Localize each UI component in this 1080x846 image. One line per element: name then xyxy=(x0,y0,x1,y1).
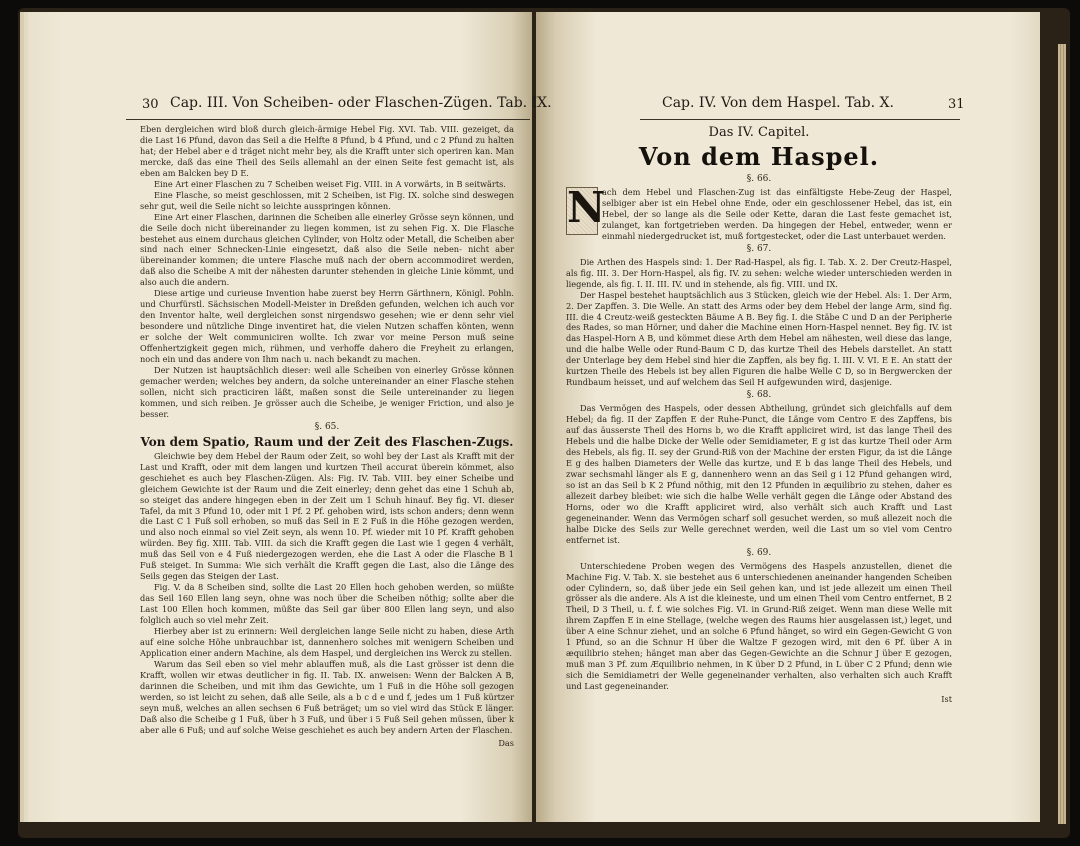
paragraph: Der Haspel bestehet hauptsächlich aus 3 Stücken, gleich wie der Hebel. Als: 1. Der Arm, 2. Der Zapffen. 3. Die Welle. An statt des Arms oder bey dem Hebel der lange Arm, sind fig. III. die 4 Creutz-weiß gesteckten Bäume A B. Bey fig. I. die Stäbe C und D an der Peripherie des Rades, so man Hörner, und daher die Machine einen Horn-Haspel nennet. Bey fig. IV. ist das Haspel-Horn A B, und kömmet diese Arth dem Hebel am nähesten, weil diese das lange, und die halbe Welle oder Rund-Baum C D, das kurtze Theil des Hebels darstellet. An statt der Unterlage bey dem Hebel sind hier die Zapffen, als bey fig. I. III. V. VI. E E. An statt der kurtzen Theile des Hebels ist bey allen Figuren die halbe Welle C D, so in Bergwercken der Rundbaum heisset, und auf welchem das Seil H aufgewunden wird, dasjenige. xyxy=(566,289,952,388)
section-66-block xyxy=(566,183,952,242)
section-number: §. 69. xyxy=(746,547,772,558)
left-page-number: 30 xyxy=(142,97,159,112)
section-number: §. 66. xyxy=(746,174,772,184)
paragraph: Gleichwie bey dem Hebel der Raum oder Zeit, so wohl bey der Last als Krafft mit der Last und Krafft, oder mit dem langen und kurtzen Theil accurat überein kömmet, also geschiehet es auch bey Flaschen-Zügen. Als: Fig. IV. Tab. VIII. bey einer Scheibe und gleichem Gewichte ist der Raum und die Zeit einerley; denn gehet das eine 1 Schuh ab, so steiget das andere hingegen eben in der Zeit um 1 Schuh hinauf. Bey fig. VI. dieser Tafel, da mit 3 Pfund 10, oder mit 1 Pf. 2 Pf. gehoben wird, ists schon anders; denn wenn die Last C 1 Fuß soll erhoben, so muß das Seil in E 2 Fuß in die Höhe gezogen werden, und also noch einmal so viel Zeit seyn, als wenn 10. Pf. wieder mit 10 Pf. Krafft gehoben würden. Bey fig. XIII. Tab. VIII. da sich die Krafft gegen die Last wie 1 gegen 4 verhält, muß das Seil von e 4 Fuß niedergezogen werden, ehe die Last A oder die Flasche B 1 Fuß steiget. In Summa: Wie sich verhält die Krafft gegen die Last, also die Länge des Seils gegen das Steigen der Last. xyxy=(140,450,514,582)
paragraph: Fig. V. da 8 Scheiben sind, sollte die Last 20 Ellen hoch gehoben werden, so müßte das Seil 160 Ellen lang seyn, ohne was noch über die Scheiben nöthig; sollte aber die Last 100 Ellen hoch kommen, müßte das Seil gar über 800 Ellen lang seyn, und also folglich auch so viel mehr Zeit. xyxy=(140,582,514,626)
paragraph: Eine Art einer Flaschen zu 7 Scheiben weiset Fig. VIII. in A vorwärts, in B seitwärts. xyxy=(154,178,506,189)
chapter-label: Das IV. Capitel. xyxy=(708,125,810,140)
paragraph: Das Vermögen des Haspels, oder dessen Abtheilung, gründet sich gleichfalls auf dem Hebel; da fig. II der Zapffen E der Ruhe-Punct, die Länge vom Centro E des Zapffens, bis auf das äusserste Theil des Horns b, wo die Krafft appliciret wird, ist das lange Theil des Hebels und die halbe Dicke der Welle oder Semidiameter, E g ist das kurtze Theil oder Arm des Hebels, als fig. II. sey der Grund-Riß von der Machine der ersten Figur, da ist die Länge E g des halben Diameters der Welle das kurtze, und E b das lange Theil des Hebels, und zwar sechsmahl länger als E g, dannenhero wenn an das Seil g i 12 Pfund gehangen wird, so ist an das Seil b K 2 Pfund nöthig, mit den 12 Pfunden in æquilibrio zu stehen, daher es allezeit darbey bleibet: wie sich die halbe Welle verhält gegen die Länge oder Abstand des Horns, oder wo die Krafft appliciret wird, also verhält sich auch Krafft und Last gegeneinander. Wenn das Vermögen scharf soll gesuchet werden, so muß allezeit noch die halbe Dicke des Seils zur Welle gerechnet werden, weil die Last um so viel vom Centro entfernet ist. xyxy=(566,403,952,545)
right-running-title: Cap. IV. Von dem Haspel. Tab. X. xyxy=(662,95,894,111)
left-page-header xyxy=(126,93,552,120)
right-page-edges xyxy=(1058,44,1066,824)
catchword: Das xyxy=(498,737,514,748)
paragraph: Diese artige und curieuse Invention habe zuerst bey Herrn Gärthnern, Königl. Pohln. und Churfürstl. Sächsischen Modell-Meister in Dreßden gefunden, welchen ich auch vor den Inventor halte, weil dergleichen sonst nirgendswo gesehen; wie er denn sehr viel besondere und nützliche Dinge inventiret hat, die vielen Nutzen schaffen könten, wenn er solche der Welt communiciren wollte. Ich zwar vor meine Person muß seine Offenhertzigkeit gegen mich, rühmen, und verhoffe dahero die Freyheit zu erlangen, noch ein und das andere von Ihm nach u. nach bekandt zu machen. xyxy=(140,288,514,365)
left-page-body xyxy=(140,124,514,748)
paragraph: Der Nutzen ist hauptsächlich dieser: weil alle Scheiben von einerley Grösse können gemacher werden; welches bey andern, da solche untereinander an einer Flasche stehen sollen, nicht sich practiciren läßt, maßen sonst die Seile untereinander zu liegen kommen, und sich reiben. Je grösser auch die Scheibe, je weniger Friction, und also je besser. xyxy=(140,364,514,419)
paragraph: ach dem Hebel und Flaschen-Zug ist das einfältigste Hebe-Zeug der Haspel, selbiger aber ist ein Hebel ohne Ende, oder ein geschlossener Hebel, das ist, ein Hebel, der so lange als die Seile oder Kette, daran die Last feste gemachet ist, zulanget, kan fortgetrieben werden. Da hingegen der Hebel, entweder, wenn er einmahl niedergedrucket ist, muß fortgestecket, oder die Last unterbauet werden. xyxy=(602,187,952,241)
right-page-number: 31 xyxy=(948,97,965,112)
paragraph: Hierbey aber ist zu erinnern: Weil dergleichen lange Seile nicht zu haben, diese Arth auf eine solche Höhe unbrauchbar ist, dannenhero solches mit wenigern Scheiben und Application einer andern Machine, als dem Haspel, und dergleichen ins Werck zu stellen. xyxy=(140,625,514,658)
section-number: §. 68. xyxy=(746,390,772,401)
right-page-body xyxy=(566,125,952,705)
decorated-initial: N xyxy=(566,187,598,235)
chapter-title: Von dem Haspel. xyxy=(638,142,880,171)
section-number: §. 65. xyxy=(314,421,340,432)
section-heading: Von dem Spatio, Raum und der Zeit des Flaschen-Zugs. xyxy=(140,434,514,449)
paragraph: Warum das Seil eben so viel mehr ablauffen muß, als die Last grösser ist denn die Krafft, wollen wir etwas deutlicher in fig. II. Tab. IX. anweisen: Wenn der Balcken A B, darinnen die Scheiben, und mit ihm das Gewichte, um 1 Fuß in die Höhe soll gezogen werden, so ist leicht zu sehen, daß alle Seile, als a b c d e und f, jedes um 1 Fuß kürtzer seyn muß, welches an allen sechsen 6 Fuß beträget; um so viel wird das Stück E länger. Daß also die Scheibe g 1 Fuß, über h 3 Fuß, und über i 5 Fuß Seil gehen müssen, über k aber alle 6 Fuß; und auf solche Weise geschiehet es auch bey andern Arten der Flaschen. xyxy=(140,658,514,735)
paragraph: Eine Art einer Flaschen, darinnen die Scheiben alle einerley Grösse seyn können, und die Seile doch nicht übereinander zu liegen kommen, ist zu sehen Fig. X. Die Flasche bestehet aus einem durchaus gleichen Cylinder, von Holtz oder Metall, die Scheiben aber sind nach einer Schnecken-Linie eingesetzt, daß also die Seile neben- nicht aber übereinander kommen; die untere Flasche muß nach der obern accommodiret werden, daß also die Scheibe A mit der nähesten darunter stehenden in gleiche Linie kömmt, und also auch die andern. xyxy=(140,211,514,288)
catchword: Ist xyxy=(941,694,952,705)
left-running-title: Cap. III. Von Scheiben- oder Flaschen-Zügen. Tab. IX. xyxy=(170,95,552,111)
section-number: §. 67. xyxy=(746,243,772,254)
paragraph: Die Arthen des Haspels sind: 1. Der Rad-Haspel, als fig. I. Tab. X. 2. Der Creutz-Haspel, als fig. III. 3. Der Horn-Haspel, als fig. IV. zu sehen: welche wieder unterschieden werden in liegende, als fig. I. II. III. IV. und in stehende, als fig. VIII. und IX. xyxy=(566,256,952,289)
paragraph: Eine Flasche, so meist geschlossen, mit 2 Scheiben, ist Fig. IX. solche sind deswegen sehr gut, weil die Seile nicht so leichte ausspringen können. xyxy=(140,189,514,211)
paragraph: Unterschiedene Proben wegen des Vermögens des Haspels anzustellen, dienet die Machine Fig. V. Tab. X. sie bestehet aus 6 unterschiedenen aneinander hangenden Scheiben oder Cylindern, so, daß über jede ein Seil gehen kan, und ist jede allezeit um einen Theil grösser als die andere. Als A ist die kleineste, und um einen Theil vom Centro entfernet, B 2 Theil, D 3 Theil, u. f. f. wie solches Fig. VI. in Grund-Riß zeiget. Wenn man diese Welle mit ihrem Zapffen E in eine Stellage, (welche wegen des Raums hier ausgelassen ist,) leget, und über A eine Schnur ziehet, und an solche 6 Pfund hänget, so wird ein Gegen-Gewicht G von 1 Pfund, so an die Schnur H über die Waltze F gezogen wird, mit den 6 Pf. über A in æquilibrio stehen; hänget man aber das Gegen-Gewichte an die Schnur J über E gezogen, muß man 3 Pf. zum Æquilibrio nehmen, in K über D 2 Pfund, in L über C 2 Pfund; denn wie sich die Semidiametri der Welle gegeneinander verhalten, also verhalten sich auch Krafft und Last gegeneinander. xyxy=(566,560,952,692)
paragraph: Eben dergleichen wird bloß durch gleich-ärmige Hebel Fig. XVI. Tab. VIII. gezeiget, da die Last 16 Pfund, davon das Seil a die Helfte 8 Pfund, b 4 Pfund, und c 2 Pfund zu halten hat; der Hebel aber e d träget nicht mehr bey, als die Krafft unter sich operiren kan. Man mercke, daß das eine Theil des Seils allemahl an der einen Seite fest gemacht ist, als eben am Balcken bey D E. xyxy=(140,124,514,178)
right-page-header xyxy=(640,93,965,120)
